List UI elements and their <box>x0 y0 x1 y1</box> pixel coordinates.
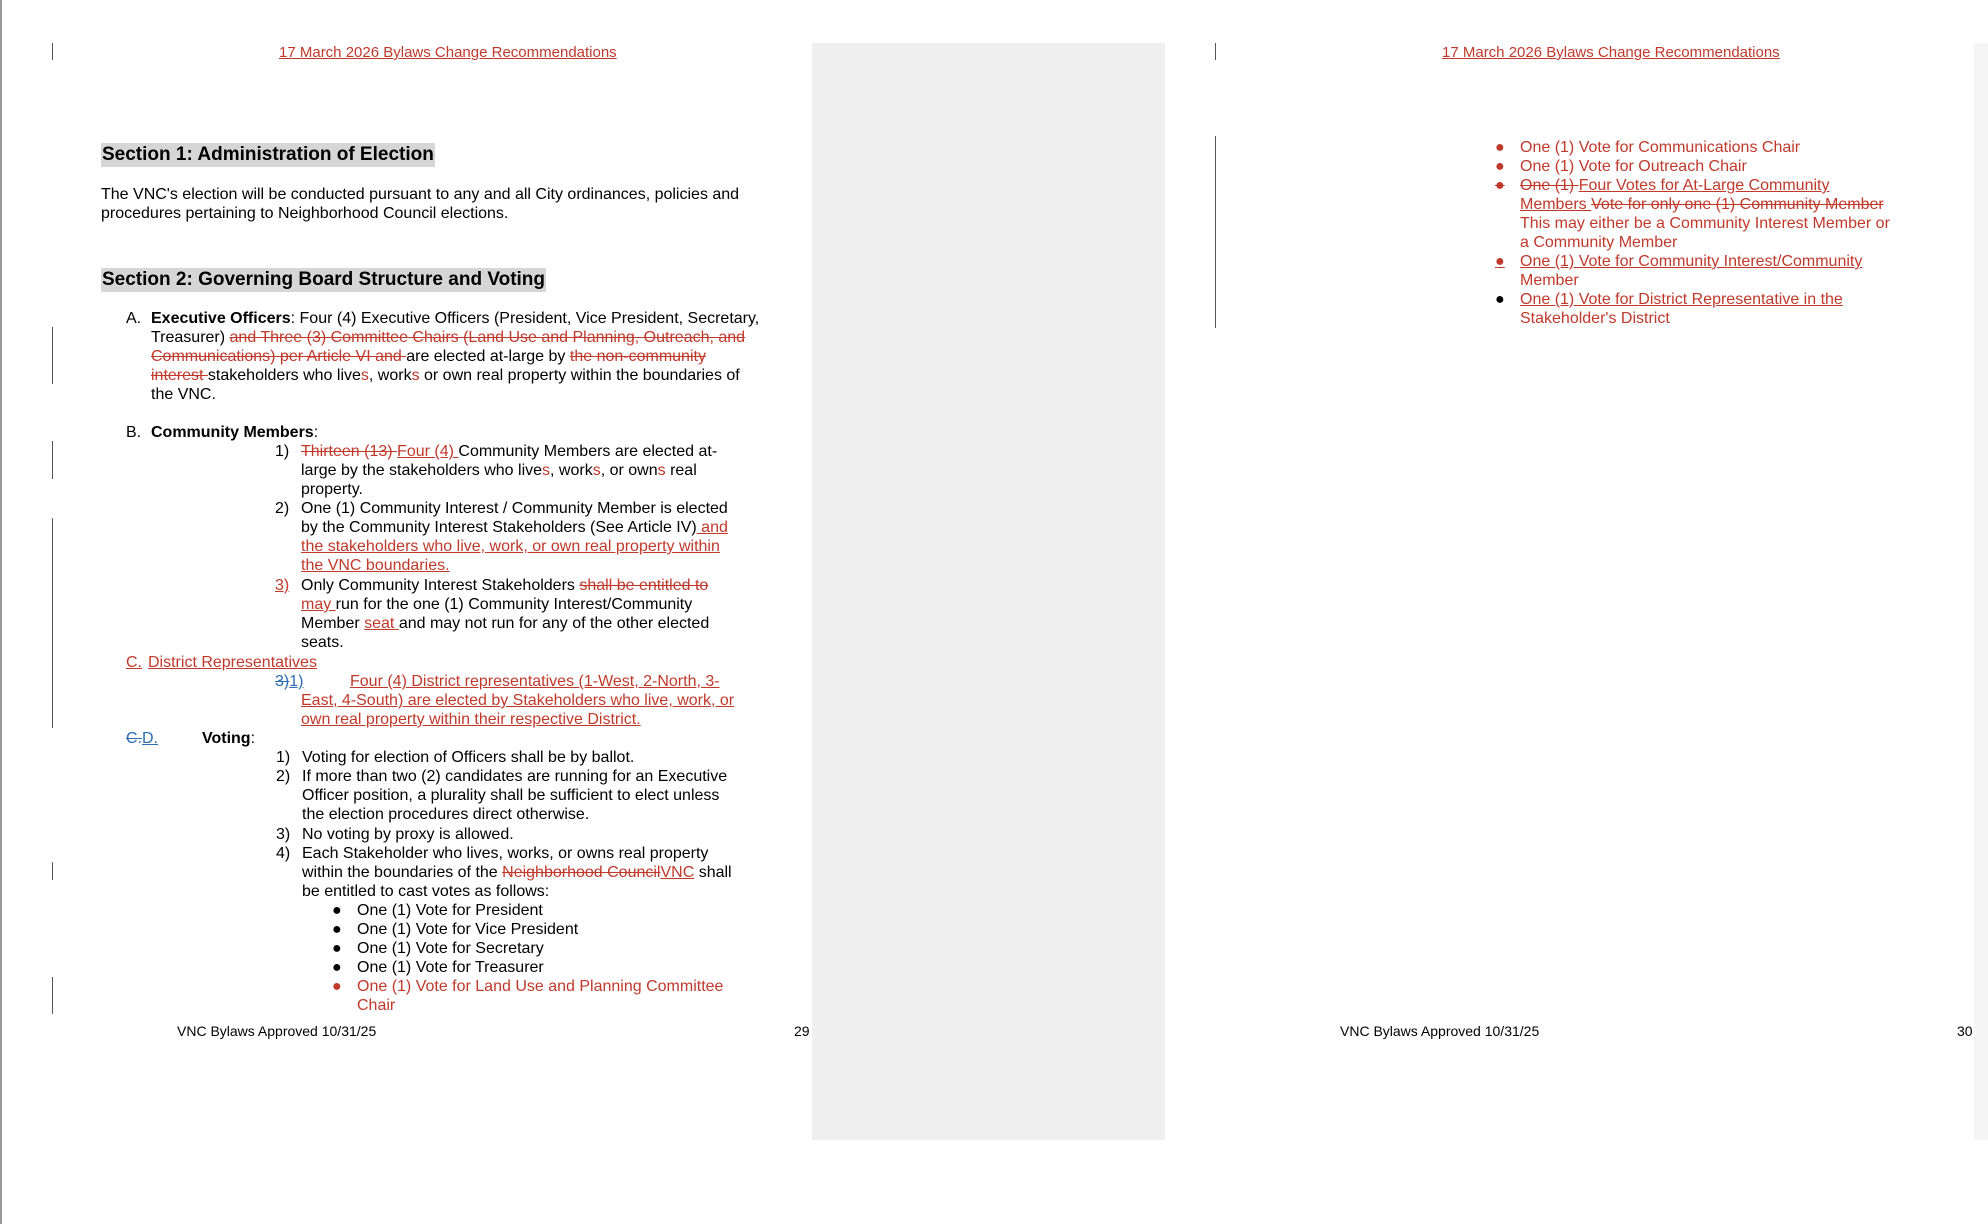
deleted-text: This may either be a Community Interest Member or <box>1520 215 1890 232</box>
deleted-text: a Community Member <box>1520 234 1678 251</box>
bullet-text: One (1) Vote for Vice President <box>357 921 579 938</box>
text-run: stakeholders who live <box>207 367 361 384</box>
b-item-1 <box>275 442 745 499</box>
deleted-text: shall be entitled to <box>579 577 709 594</box>
page-header: 17 March 2026 Bylaws Change Recommendations <box>279 44 617 61</box>
text-run: Only Community Interest Stakeholders <box>301 577 580 594</box>
inserted-text: Four (4) District representatives (1-West, 2-North, 3-East, 4-South) are elected by Stakeholders who live, work, or own real property within their respective District. <box>301 673 735 728</box>
text-run: are elected at-large by <box>406 348 570 365</box>
inserted-text: Stakeholder's District <box>1520 310 1670 327</box>
bullet-icon: ● <box>1495 139 1505 156</box>
inserted-text: Members <box>1520 196 1592 213</box>
document-page-30 <box>1263 0 1973 1224</box>
d-item-4 <box>276 844 746 901</box>
next-page-edge <box>1974 43 1988 1140</box>
bullet-icon: ● <box>332 902 342 919</box>
change-bar <box>52 518 53 728</box>
item-text: Voting for election of Officers shall be by ballot. <box>302 749 635 766</box>
change-bar <box>52 441 53 479</box>
item-b-community-members <box>126 423 318 442</box>
bullet-icon: ● <box>332 959 342 976</box>
changed-text: s <box>411 367 420 384</box>
deleted-text: and Three (3) Committee Chairs (Land Use and Planning, Outreach, and Communications) per Article VI and <box>151 329 746 365</box>
deleted-number: 3) <box>275 673 290 690</box>
change-bar <box>1215 43 1216 60</box>
item-c-district-representatives <box>126 653 317 672</box>
inserted-text: seat <box>364 615 399 632</box>
inserted-text: Four (4) <box>397 443 459 460</box>
text-run: real property. <box>301 462 697 498</box>
item-heading: District Representatives <box>148 654 317 671</box>
changed-text: s <box>592 462 601 479</box>
item-number <box>275 672 339 691</box>
inserted-text: VNC <box>660 864 695 881</box>
page-number: 30 <box>1957 1023 1973 1039</box>
inserted-number: 1) <box>289 673 304 690</box>
deleted-label: C. <box>126 730 142 747</box>
bullet-text: One (1) Vote for Treasurer <box>357 959 544 976</box>
text-run: Each Stakeholder who lives, works, or owns real property within the boundaries of the <box>302 845 709 881</box>
text-run: , work <box>550 462 593 479</box>
change-bar <box>52 43 53 60</box>
item-d-voting <box>126 729 255 748</box>
item-a-executive-officers <box>126 309 766 404</box>
changed-text: s <box>360 367 369 384</box>
bullet-text: One (1) Vote for President <box>357 902 543 919</box>
d-item-2 <box>276 767 746 824</box>
bullet-icon: ● <box>1495 291 1505 308</box>
inserted-text: One (1) Vote for Community Interest/Community <box>1520 253 1863 270</box>
b-item-2 <box>275 499 745 575</box>
inserted-text: may <box>301 596 336 613</box>
item-label: B. <box>126 424 142 441</box>
page-header: 17 March 2026 Bylaws Change Recommendations <box>1442 44 1780 61</box>
text-run: One (1) Community Interest / Community Member is elected by the Community Interest Stakeholders (See Article IV) <box>301 500 728 536</box>
item-number: 4) <box>276 845 291 862</box>
text-run: : <box>313 424 319 441</box>
text-run: : <box>250 730 256 747</box>
bullet-icon: ● <box>332 978 342 995</box>
deleted-text: Thirteen (13) <box>301 443 398 460</box>
inserted-text: Member <box>1520 272 1579 289</box>
text-run: or own real property within the boundaries of the VNC. <box>151 367 740 403</box>
change-bar <box>52 862 53 880</box>
page-footer: VNC Bylaws Approved 10/31/25 <box>1340 1023 1540 1039</box>
window-left-border <box>0 0 2 1224</box>
change-bar <box>52 327 53 384</box>
item-label: C. <box>126 654 142 671</box>
change-bar <box>1215 136 1216 328</box>
page-gutter <box>812 43 1165 1140</box>
inserted-text: Four Votes for At-Large Community <box>1578 177 1830 194</box>
item-number: 1) <box>275 443 290 460</box>
text-run: Community Members are elected at-large by the stakeholders who live <box>301 443 718 479</box>
bullet-icon: ● <box>332 921 342 938</box>
item-number: 1) <box>276 749 291 766</box>
item-heading: Voting <box>202 730 251 747</box>
item-number: 3) <box>275 577 290 594</box>
item-number: 3) <box>276 826 291 843</box>
text-run: : Four (4) Executive Officers (President, Vice President, Secretary, Treasurer) <box>151 310 760 346</box>
bullet-text: One (1) Vote for Secretary <box>357 940 544 957</box>
deleted-text: the non-community interest <box>151 348 706 384</box>
section-1-title: Section 1: Administration of Election <box>102 144 434 165</box>
bullet-icon: ● <box>1495 253 1505 270</box>
b-item-3 <box>275 576 745 652</box>
inserted-text: One (1) Vote for District Representative in the <box>1520 291 1843 308</box>
bullet-icon: ● <box>1495 158 1505 175</box>
section-2-title: Section 2: Governing Board Structure and Voting <box>102 269 546 290</box>
item-number: 2) <box>276 768 291 785</box>
c-item-1 <box>275 672 745 729</box>
bullet-text: One (1) Vote for Communications Chair <box>1520 139 1801 156</box>
page-number: 29 <box>794 1023 810 1039</box>
bullet-text: One (1) Vote for Outreach Chair <box>1520 158 1747 175</box>
section-1-body: The VNC's election will be conducted pursuant to any and all City ordinances, policies and procedures pertaining to Neighborhood Council elections. <box>101 186 740 222</box>
inserted-label: D. <box>142 730 158 747</box>
deleted-text: Neighborhood Council <box>502 864 661 881</box>
item-label: A. <box>126 310 142 327</box>
item-heading: Community Members <box>151 424 314 441</box>
item-number: 2) <box>275 500 290 517</box>
text-run: shall be entitled to cast votes as follows: <box>302 864 732 900</box>
page-footer: VNC Bylaws Approved 10/31/25 <box>177 1023 377 1039</box>
bullet-icon: ● <box>1495 177 1505 194</box>
item-text: No voting by proxy is allowed. <box>302 826 514 843</box>
bullet-text: One (1) Vote for Land Use and Planning Committee <box>357 978 724 995</box>
inserted-text: and the stakeholders who live, work, or own real property within the VNC boundaries. <box>301 519 728 574</box>
text-run: and may not run for any of the other elected seats. <box>301 615 710 651</box>
bullet-icon: ● <box>332 940 342 957</box>
change-bar <box>52 977 53 1014</box>
d-item-1 <box>276 748 746 767</box>
d-item-3 <box>276 825 746 844</box>
changed-text: s <box>657 462 666 479</box>
document-page-29 <box>100 0 810 1224</box>
text-run: run for the one (1) Community Interest/Community Member <box>301 596 693 632</box>
bullet-text: Chair <box>357 997 396 1014</box>
text-run: , or own <box>600 462 658 479</box>
deleted-text: One (1) <box>1520 177 1579 194</box>
item-text: If more than two (2) candidates are running for an Executive Officer position, a plurality shall be sufficient to elect unless the election procedures direct otherwise. <box>302 768 728 823</box>
text-run: , work <box>368 367 412 384</box>
item-heading: Executive Officers <box>151 310 291 327</box>
deleted-text: Vote for only one (1) Community Member <box>1591 196 1884 213</box>
changed-text: s <box>542 462 551 479</box>
